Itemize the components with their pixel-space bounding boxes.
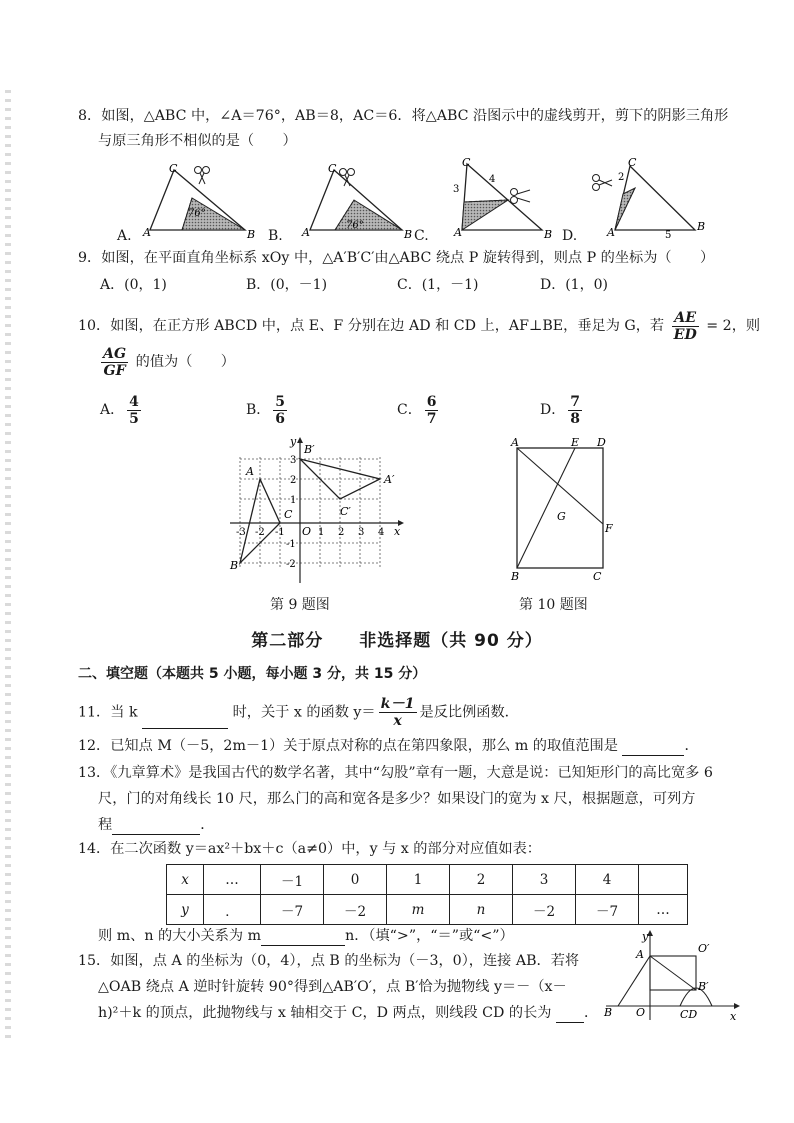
q9-option-a: A．(0，1) xyxy=(100,277,167,293)
q11: 11．当 k 时，关于 x 的函数 y＝ $\frac{k-1}{x}$ 是反比例函数． xyxy=(78,696,519,729)
q8-figure-b xyxy=(301,162,412,241)
scissors-icon xyxy=(195,167,210,185)
q14-value-table xyxy=(166,864,688,925)
q8-figure-c xyxy=(453,158,552,241)
q10-condition-tail: = 2，则 xyxy=(706,318,761,334)
q14-answer-blank[interactable] xyxy=(261,929,345,946)
svg-text:C: C xyxy=(593,570,602,583)
svg-text:3: 3 xyxy=(358,527,365,538)
svg-text:A: A xyxy=(636,948,644,961)
q10-stem-a: 10．如图，在正方形 ABCD 中，点 E、F 分别在边 AD 和 CD 上，AF⊥BE，垂足为 G，若 xyxy=(78,318,665,334)
scissors-icon xyxy=(511,189,531,204)
q10-condition-fraction: $\frac{AE}{ED}$ xyxy=(673,309,697,343)
svg-text:B: B xyxy=(544,228,553,241)
q9-stem: 9．如图，在平面直角坐标系 xOy 中，△A′B′C′由△ABC 绕点 P 旋转得到，则点 P 的坐标为（ ） xyxy=(78,250,715,266)
scissors-icon xyxy=(593,175,613,191)
svg-text:2: 2 xyxy=(290,475,297,486)
q10-ratio-fraction: $\frac{AG}{GF}$ xyxy=(103,345,127,379)
q15-answer-blank[interactable] xyxy=(556,1006,584,1023)
svg-text:-1: -1 xyxy=(286,539,296,550)
q10-option-b: B． $\frac{5}{6}$ xyxy=(246,393,286,427)
svg-text:1: 1 xyxy=(318,527,325,538)
q8-figures xyxy=(110,158,750,248)
table-row: y ． －7 －2 m n －2 －7 … xyxy=(167,895,688,925)
q9-option-c: C．(1，－1) xyxy=(397,277,479,293)
svg-text:C: C xyxy=(462,158,471,169)
q10-option-c: C． $\frac{6}{7}$ xyxy=(397,393,437,427)
svg-text:A: A xyxy=(302,226,310,239)
svg-text:1: 1 xyxy=(290,495,297,506)
svg-text:-3: -3 xyxy=(236,527,246,538)
svg-text:C: C xyxy=(284,508,293,521)
q13-answer-blank[interactable] xyxy=(112,818,200,835)
q13-line1: 13．《九章算术》是我国古代的数学名著，其中“勾股”章有一题，大意是说：已知矩形门的高比宽多 6 xyxy=(78,765,713,781)
svg-text:G: G xyxy=(557,510,566,523)
svg-text:C′: C′ xyxy=(340,505,351,518)
svg-text:2: 2 xyxy=(338,527,345,538)
q10-stem-line1 xyxy=(78,308,760,344)
q12-answer-blank[interactable] xyxy=(622,739,684,756)
q10-option-a: A． $\frac{4}{5}$ xyxy=(100,393,139,427)
q11-answer-blank[interactable] xyxy=(142,712,228,729)
svg-text:4: 4 xyxy=(489,174,496,185)
q10-option-d: D． $\frac{7}{8}$ xyxy=(540,393,580,427)
svg-text:A: A xyxy=(143,226,151,239)
q13-line2: 尺，门的对角线长 10 尺，那么门的高和宽各是多少？如果设门的宽为 x 尺，根据题意，可列方 xyxy=(98,791,696,807)
q10-stem-line2 xyxy=(98,344,235,380)
scan-edge-artifact xyxy=(5,90,11,1040)
svg-text:76°: 76° xyxy=(188,208,206,219)
figure-15-svg xyxy=(598,928,748,1023)
svg-text:F: F xyxy=(605,522,613,535)
q12: 12．已知点 M（－5，2m－1）关于原点对称的点在第四象限，那么 m 的取值范围是 ． xyxy=(78,738,699,754)
svg-text:x: x xyxy=(730,1010,737,1023)
svg-text:A: A xyxy=(454,226,462,239)
q15-line3: h)²＋k 的顶点，此抛物线与 x 轴相交于 C，D 两点，则线段 CD 的长为 ． xyxy=(98,1005,599,1021)
q9-option-d: D．(1，0) xyxy=(540,277,608,293)
part2-title: 第二部分 非选择题（共 90 分） xyxy=(251,631,543,651)
svg-text:B: B xyxy=(604,1006,613,1019)
q8-option-b: B. xyxy=(268,228,283,244)
svg-text:A′: A′ xyxy=(384,473,395,486)
figure-15 xyxy=(598,928,748,1023)
figure-10-caption: 第 10 题图 xyxy=(519,597,588,613)
svg-text:5: 5 xyxy=(665,230,672,241)
q8-option-c: C. xyxy=(414,228,429,244)
q9-option-b: B．(0，－1) xyxy=(246,277,328,293)
q8-figure-d xyxy=(593,158,706,241)
svg-text:B′: B′ xyxy=(304,443,315,456)
figure-9-caption: 第 9 题图 xyxy=(270,597,330,613)
svg-text:B: B xyxy=(230,559,239,572)
q8-figure-svg xyxy=(110,158,750,248)
svg-text:B: B xyxy=(404,228,413,241)
svg-text:3: 3 xyxy=(453,184,460,195)
q8-figure-a xyxy=(142,162,255,241)
svg-text:76°: 76° xyxy=(346,220,364,231)
svg-text:B: B xyxy=(247,228,256,241)
q15-line1: 15．如图，点 A 的坐标为（0，4），点 B 的坐标为（－3，0），连接 AB．若将 xyxy=(78,953,580,969)
svg-text:3: 3 xyxy=(290,455,297,466)
q14-answer-line: 则 m、n 的大小关系为 m n．（填“>”，“＝”或“<”） xyxy=(98,928,514,944)
q8-option-d: D. xyxy=(562,228,578,244)
svg-text:A: A xyxy=(246,465,254,478)
figure-10 xyxy=(505,436,625,586)
q11-fraction: $\frac{k-1}{x}$ xyxy=(380,696,415,729)
svg-text:B: B xyxy=(511,570,520,583)
svg-text:E: E xyxy=(571,436,580,449)
svg-text:y: y xyxy=(642,930,649,943)
svg-text:y: y xyxy=(290,435,297,448)
svg-text:O: O xyxy=(636,1006,646,1019)
svg-text:-2: -2 xyxy=(255,527,265,538)
q10-stem-b: 的值为（ ） xyxy=(135,354,235,370)
q14-stem: 14．在二次函数 y＝ax²＋bx＋c（a≠0）中，y 与 x 的部分对应值如表： xyxy=(78,841,541,857)
svg-text:B: B xyxy=(697,220,706,233)
q8-stem-line1: 8．如图，△ABC 中，∠A＝76°，AB＝8，AC＝6．将△ABC 沿图示中的虚线剪开，剪下的阴影三角形 xyxy=(78,108,729,124)
svg-text:O′: O′ xyxy=(698,942,710,955)
svg-text:-1: -1 xyxy=(275,527,285,538)
figure-9 xyxy=(222,435,412,585)
svg-text:C: C xyxy=(169,162,178,175)
svg-text:C: C xyxy=(328,162,337,175)
svg-text:-2: -2 xyxy=(286,559,296,570)
svg-text:B′: B′ xyxy=(698,980,709,993)
svg-text:CD: CD xyxy=(680,1008,698,1021)
q8-option-a: A. xyxy=(117,228,132,244)
svg-text:O: O xyxy=(302,525,312,538)
q15-line2: △OAB 绕点 A 逆时针旋转 90°得到△AB′O′，点 B′恰为抛物线 y＝－（x－ xyxy=(98,979,567,995)
svg-text:C: C xyxy=(628,158,637,169)
svg-text:x: x xyxy=(394,525,401,538)
figure-10-svg xyxy=(505,436,625,586)
svg-text:D: D xyxy=(597,436,606,449)
svg-text:A: A xyxy=(607,226,615,239)
q8-stem-line2: 与原三角形不相似的是（ ） xyxy=(98,133,297,149)
q13-line3: 程 ． xyxy=(98,817,215,833)
section2-heading: 二、填空题（本题共 5 小题，每小题 3 分，共 15 分） xyxy=(78,666,427,682)
svg-text:4: 4 xyxy=(378,527,385,538)
table-row: x … －1 0 1 2 3 4 xyxy=(167,865,688,895)
figure-9-svg xyxy=(222,435,412,585)
svg-text:2: 2 xyxy=(618,172,625,183)
svg-text:A: A xyxy=(511,436,519,449)
